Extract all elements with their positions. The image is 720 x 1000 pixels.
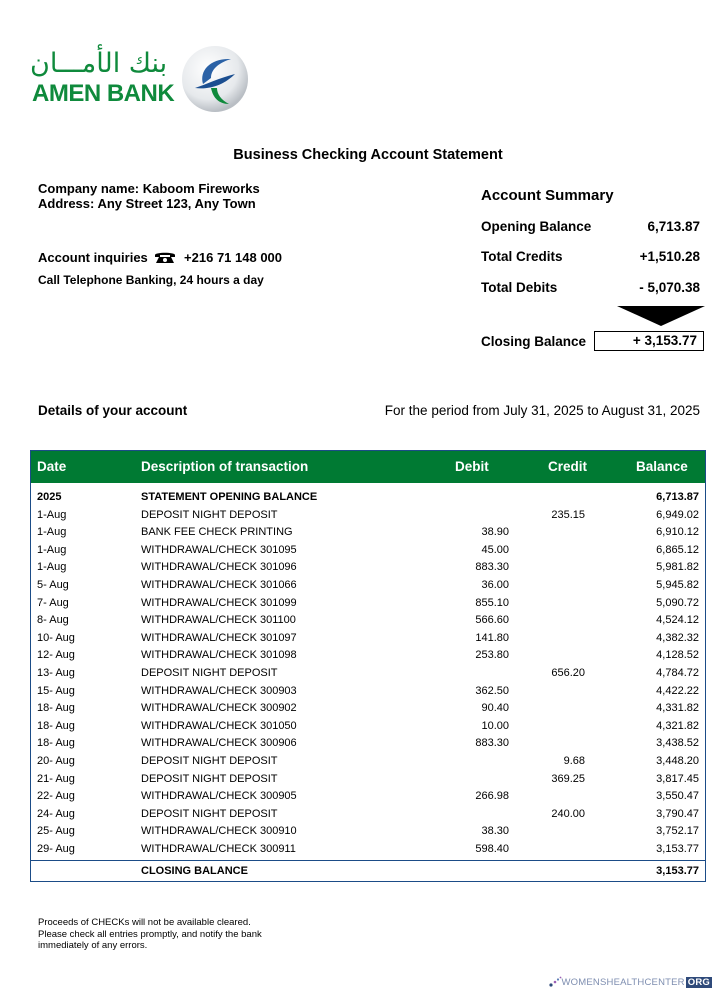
header-credit: Credit [548, 459, 588, 474]
watermark-text: WOMENSHEALTHCENTER [561, 976, 685, 988]
table-row [31, 823, 705, 841]
cell-balance: 3,448.20 [656, 754, 699, 767]
cell-date: 1-Aug [37, 526, 67, 539]
cell-balance: 5,945.82 [656, 578, 699, 591]
closing-balance-label: Closing Balance [481, 334, 587, 349]
cell-date: 18- Aug [37, 702, 75, 715]
cell-description: WITHDRAWAL/CHECK 301096 [141, 561, 297, 574]
statement-period: For the period from July 31, 2025 to August 31, 2025 [384, 403, 700, 418]
cell-date: 1-Aug [37, 561, 67, 574]
company-name: Company name: Kaboom Fireworks [38, 181, 260, 196]
closing-balance-row [31, 860, 705, 881]
cell-description: STATEMENT OPENING BALANCE [141, 491, 318, 503]
table-row [31, 524, 705, 542]
table-row [31, 771, 705, 789]
cell-balance: 4,422.22 [656, 684, 699, 697]
watermark-dots-icon [548, 976, 562, 988]
cell-description: DEPOSIT NIGHT DEPOSIT [141, 508, 278, 521]
cell-date: 10- Aug [37, 631, 75, 644]
cell-balance: 4,331.82 [656, 702, 699, 715]
cell-balance: 3,752.17 [656, 825, 699, 838]
cell-date: 15- Aug [37, 684, 75, 697]
cell-date: 12- Aug [37, 649, 75, 662]
cell-description: DEPOSIT NIGHT DEPOSIT [141, 772, 278, 785]
cell-balance: 4,784.72 [656, 666, 699, 679]
table-row [31, 630, 705, 648]
cell-date: 18- Aug [37, 719, 75, 732]
summary-arrow-icon [617, 306, 705, 331]
cell-balance: 6,910.12 [656, 526, 699, 539]
cell-description: WITHDRAWAL/CHECK 300910 [141, 825, 297, 838]
cell-description: BANK FEE CHECK PRINTING [141, 526, 293, 539]
header-date: Date [37, 459, 67, 474]
cell-description: WITHDRAWAL/CHECK 301097 [141, 631, 297, 644]
cell-description: WITHDRAWAL/CHECK 301099 [141, 596, 297, 609]
bank-logo-icon [181, 44, 249, 119]
closing-balance-value: + 3,153.77 [594, 331, 704, 351]
table-row [31, 665, 705, 683]
cell-date: 1-Aug [37, 543, 67, 556]
closing-row-balance: 3,153.77 [656, 865, 699, 878]
table-row [31, 700, 705, 718]
cell-balance: 3,153.77 [656, 842, 699, 855]
inquiries-label: Account inquiries [38, 250, 148, 265]
cell-debit: 266.98 [475, 790, 509, 803]
header-balance: Balance [636, 459, 688, 474]
cell-debit: 855.10 [475, 596, 509, 609]
footnote: Proceeds of CHECKs will not be available cleared. Please check all entries promptly, and notify the bank immediately of any errors. [38, 917, 262, 951]
cell-date: 1-Aug [37, 508, 67, 521]
cell-description: WITHDRAWAL/CHECK 301098 [141, 649, 297, 662]
cell-debit: 90.40 [481, 702, 509, 715]
cell-description: DEPOSIT NIGHT DEPOSIT [141, 807, 278, 820]
cell-date: 13- Aug [37, 666, 75, 679]
table-row [31, 612, 705, 630]
telephone-banking-note: Call Telephone Banking, 24 hours a day [38, 273, 264, 287]
cell-balance: 5,090.72 [656, 596, 699, 609]
cell-debit: 36.00 [481, 578, 509, 591]
cell-balance: 4,524.12 [656, 614, 699, 627]
cell-description: WITHDRAWAL/CHECK 300903 [141, 684, 297, 697]
cell-debit: 10.00 [481, 719, 509, 732]
bank-logo-arabic: بنك الأمـــان [30, 48, 168, 79]
telephone-icon [154, 251, 176, 267]
account-summary-title: Account Summary [481, 187, 614, 204]
table-body [31, 483, 705, 860]
cell-description: WITHDRAWAL/CHECK 300905 [141, 790, 297, 803]
total-debits-value: - 5,070.38 [639, 280, 700, 295]
total-debits-label: Total Debits [481, 280, 558, 295]
cell-balance: 5,981.82 [656, 561, 699, 574]
cell-balance: 4,128.52 [656, 649, 699, 662]
cell-balance: 6,713.87 [656, 491, 699, 503]
cell-description: WITHDRAWAL/CHECK 301066 [141, 578, 297, 591]
cell-credit: 235.15 [551, 508, 585, 521]
header-description: Description of transaction [141, 459, 309, 474]
table-row [31, 735, 705, 753]
cell-date: 24- Aug [37, 807, 75, 820]
total-credits-value: +1,510.28 [639, 249, 700, 264]
cell-debit: 38.30 [481, 825, 509, 838]
cell-balance: 3,790.47 [656, 807, 699, 820]
table-row [31, 507, 705, 525]
cell-description: WITHDRAWAL/CHECK 300906 [141, 737, 297, 750]
table-row [31, 788, 705, 806]
cell-description: WITHDRAWAL/CHECK 301050 [141, 719, 297, 732]
cell-debit: 883.30 [475, 737, 509, 750]
table-header [31, 451, 705, 483]
cell-debit: 883.30 [475, 561, 509, 574]
cell-description: WITHDRAWAL/CHECK 301095 [141, 543, 297, 556]
table-row [31, 718, 705, 736]
cell-balance: 6,949.02 [656, 508, 699, 521]
cell-description: WITHDRAWAL/CHECK 301100 [141, 614, 296, 627]
cell-date: 29- Aug [37, 842, 75, 855]
table-row [31, 683, 705, 701]
details-heading: Details of your account [38, 403, 188, 418]
cell-balance: 4,321.82 [656, 719, 699, 732]
cell-credit: 240.00 [551, 807, 585, 820]
opening-balance-value: 6,713.87 [647, 219, 700, 234]
cell-date: 18- Aug [37, 737, 75, 750]
watermark-suffix: ORG [687, 976, 710, 988]
cell-balance: 6,865.12 [656, 543, 699, 556]
closing-row-label: CLOSING BALANCE [141, 865, 248, 878]
table-row [31, 559, 705, 577]
table-row [31, 753, 705, 771]
cell-description: DEPOSIT NIGHT DEPOSIT [141, 666, 278, 679]
cell-date: 2025 [37, 491, 62, 503]
cell-debit: 598.40 [475, 842, 509, 855]
inquiries-phone: +216 71 148 000 [184, 250, 283, 265]
cell-debit: 141.80 [475, 631, 509, 644]
cell-debit: 38.90 [481, 526, 509, 539]
cell-balance: 3,438.52 [656, 737, 699, 750]
cell-date: 20- Aug [37, 754, 75, 767]
statement-title: Business Checking Account Statement [233, 147, 503, 163]
opening-balance-label: Opening Balance [481, 219, 592, 234]
cell-balance: 3,550.47 [656, 790, 699, 803]
watermark [548, 976, 713, 988]
company-info [38, 181, 260, 211]
cell-date: 8- Aug [37, 614, 69, 627]
table-row [31, 647, 705, 665]
cell-date: 21- Aug [37, 772, 75, 785]
total-credits-label: Total Credits [481, 249, 563, 264]
cell-description: DEPOSIT NIGHT DEPOSIT [141, 754, 278, 767]
cell-debit: 253.80 [475, 649, 509, 662]
table-row [31, 542, 705, 560]
company-address: Address: Any Street 123, Any Town [38, 196, 256, 211]
cell-debit: 45.00 [481, 543, 509, 556]
cell-balance: 3,817.45 [656, 772, 699, 785]
cell-debit: 566.60 [475, 614, 509, 627]
cell-debit: 362.50 [475, 684, 509, 697]
cell-date: 25- Aug [37, 825, 75, 838]
cell-credit: 369.25 [551, 772, 585, 785]
bank-logo-english: AMEN BANK [32, 80, 175, 107]
cell-credit: 9.68 [563, 754, 585, 767]
table-row [31, 595, 705, 613]
table-row [31, 489, 705, 507]
cell-description: WITHDRAWAL/CHECK 300902 [141, 702, 297, 715]
cell-description: WITHDRAWAL/CHECK 300911 [141, 842, 296, 855]
transactions-table [30, 450, 706, 882]
table-row [31, 577, 705, 595]
account-inquiries [38, 250, 282, 267]
cell-credit: 656.20 [551, 666, 585, 679]
cell-date: 7- Aug [37, 596, 69, 609]
header-debit: Debit [455, 459, 489, 474]
cell-balance: 4,382.32 [656, 631, 699, 644]
cell-date: 5- Aug [37, 578, 69, 591]
table-row [31, 806, 705, 824]
cell-date: 22- Aug [37, 790, 75, 803]
table-row [31, 841, 705, 859]
